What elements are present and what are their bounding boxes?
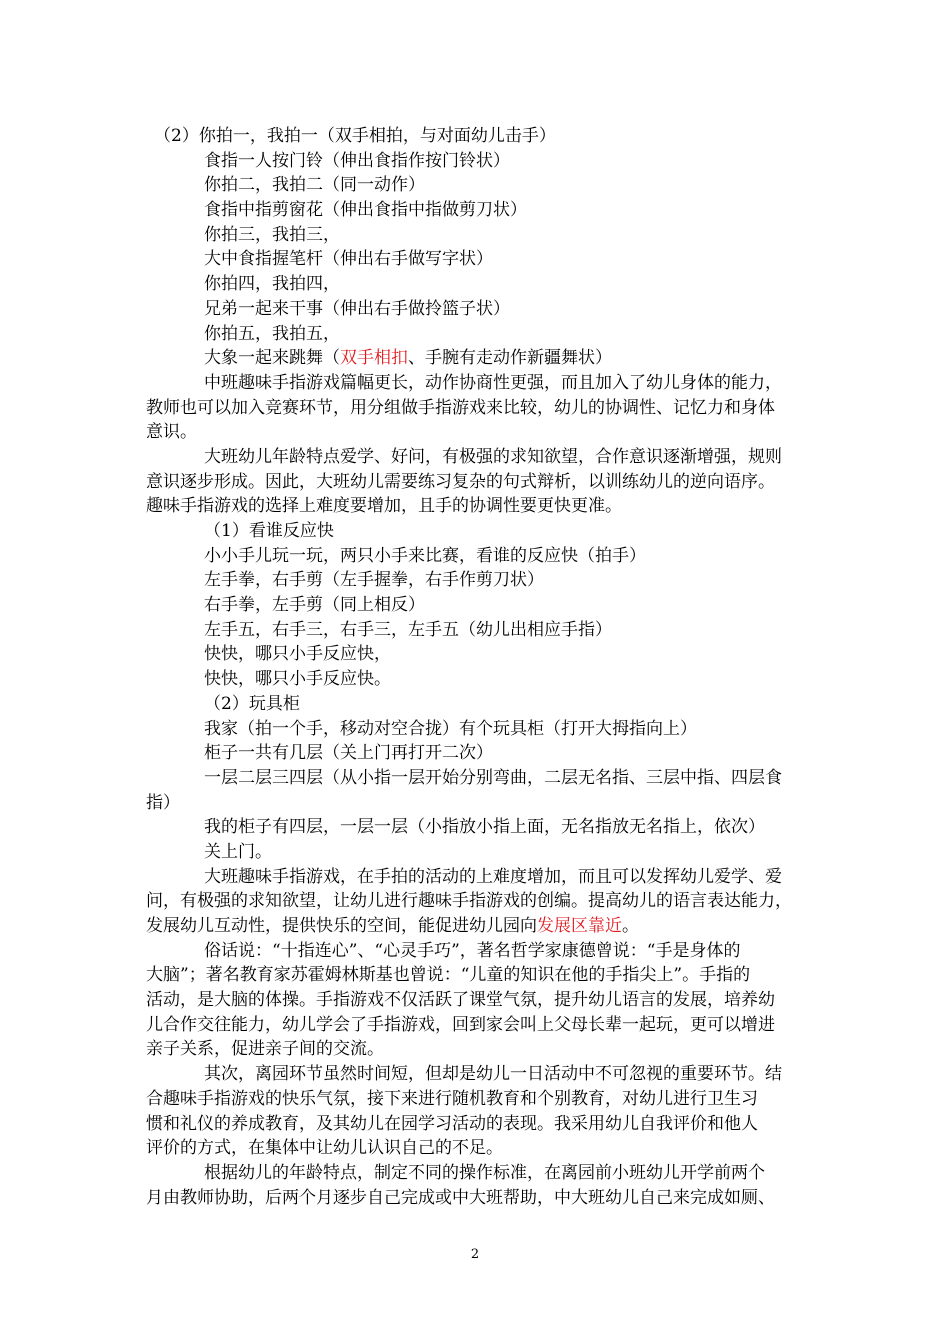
- text-line: 中班趣味手指游戏篇幅更长，动作协商性更强，而且加入了幼儿身体的能力，: [204, 372, 782, 393]
- text-line: 月由教师协助，后两个月逐步自己完成或中大班帮助，中大班幼儿自己来完成如厕、: [146, 1187, 775, 1208]
- text-line: 意识逐步形成。因此，大班幼儿需要练习复杂的句式辩析，以训练幼儿的逆向语序。: [146, 471, 775, 492]
- text-line: （1）看谁反应快: [204, 521, 334, 541]
- text-line: 快快，哪只小手反应快。: [204, 669, 391, 690]
- text-segment: 大象一起来跳舞（: [204, 348, 340, 369]
- text-line: [146, 914, 846, 939]
- text-line: 俗话说：“十指连心”、“心灵手巧”，著名哲学家康德曾说：“手是身体的: [204, 940, 741, 961]
- text-line: 快快，哪只小手反应快，: [204, 644, 391, 665]
- text-line: 趣味手指游戏的选择上难度要增加，且手的协调性要更快更准。: [146, 496, 622, 517]
- text-line: 小小手儿玩一玩，两只小手来比赛，看谁的反应快（拍手）: [204, 545, 646, 566]
- text-line: 我的柜子有四层，一层一层（小指放小指上面，无名指放无名指上，依次）: [204, 817, 765, 838]
- text-line: （2）你拍一，我拍一（双手相拍，与对面幼儿击手）: [154, 126, 556, 146]
- text-line: 大脑”；著名教育家苏霍姆林斯基也曾说：“儿童的知识在他的手指尖上”。手指的: [146, 965, 751, 986]
- text-line: 问，有极强的求知欲望，让幼儿进行趣味手指游戏的创编。提高幼儿的语言表达能力，: [146, 891, 792, 912]
- text-line: 你拍二，我拍二（同一动作）: [204, 175, 425, 196]
- text-line: 食指一人按门铃（伸出食指作按门铃状）: [204, 150, 510, 171]
- text-line: 大中食指握笔杆（伸出右手做写字状）: [204, 249, 493, 270]
- text-line: 关上门。: [204, 841, 272, 862]
- text-segment: 发展幼儿互动性，提供快乐的空间，能促进幼儿园向: [146, 916, 537, 936]
- text-line: 教师也可以加入竞赛环节，用分组做手指游戏来比较，幼儿的协调性、记忆力和身体: [146, 397, 775, 418]
- text-line: 兄弟一起来干事（伸出右手做拎篮子状）: [204, 298, 510, 319]
- text-line: 你拍三，我拍三，: [204, 224, 340, 245]
- text-line: 儿合作交往能力，幼儿学会了手指游戏，回到家会叫上父母长辈一起玩，更可以增进: [146, 1014, 775, 1035]
- text-line: 一层二层三四层（从小指一层开始分别弯曲，二层无名指、三层中指、四层食: [204, 767, 782, 788]
- text-line: 大班幼儿年龄特点爱学、好问，有极强的求知欲望，合作意识逐渐增强，规则: [204, 446, 782, 467]
- text-line: 活动，是大脑的体操。手指游戏不仅活跃了课堂气氛，提升幼儿语言的发展，培养幼: [146, 990, 775, 1011]
- text-line: 左手五，右手三，右手三，左手五（幼儿出相应手指）: [204, 619, 612, 640]
- text-line: 意识。: [146, 422, 197, 443]
- body-text: [146, 124, 846, 1210]
- text-line: 评价的方式，在集体中让幼儿认识自己的不足。: [146, 1138, 503, 1159]
- text-line: 根据幼儿的年龄特点，制定不同的操作标准，在离园前小班幼儿开学前两个: [204, 1162, 765, 1183]
- text-line: 你拍五，我拍五，: [204, 323, 340, 344]
- text-line: [146, 346, 846, 371]
- text-line: 指）: [146, 792, 180, 813]
- text-line: 柜子一共有几层（关上门再打开二次）: [204, 743, 493, 764]
- text-line: 其次，离园环节虽然时间短，但却是幼儿一日活动中不可忽视的重要环节。结: [204, 1064, 782, 1085]
- text-line: 合趣味手指游戏的快乐气氛，接下来进行随机教育和个别教育，对幼儿进行卫生习: [146, 1088, 758, 1109]
- text-segment: 、手腕有走动作新疆舞状）: [408, 348, 612, 369]
- text-line: （2）玩具柜: [204, 693, 300, 714]
- text-line: 大班趣味手指游戏，在手拍的活动的上难度增加，而且可以发挥幼儿爱学、爱: [204, 866, 782, 887]
- text-line: 亲子关系，促进亲子间的交流。: [146, 1039, 384, 1060]
- page-number: 2: [470, 1247, 480, 1262]
- highlighted-text: 双手相扣: [340, 348, 408, 369]
- text-line: 左手拳，右手剪（左手握拳，右手作剪刀状）: [204, 570, 544, 591]
- text-line: 食指中指剪窗花（伸出食指中指做剪刀状）: [204, 200, 527, 221]
- text-line: 你拍四，我拍四，: [204, 274, 340, 295]
- text-line: 我家（拍一个手，移动对空合拢）有个玩具柜（打开大拇指向上）: [204, 718, 697, 739]
- text-segment: 。: [622, 916, 639, 936]
- text-line: 右手拳，左手剪（同上相反）: [204, 595, 425, 616]
- highlighted-text: 发展区靠近: [537, 916, 622, 936]
- text-line: 惯和礼仪的养成教育，及其幼儿在园学习活动的表现。我采用幼儿自我评价和他人: [146, 1113, 758, 1134]
